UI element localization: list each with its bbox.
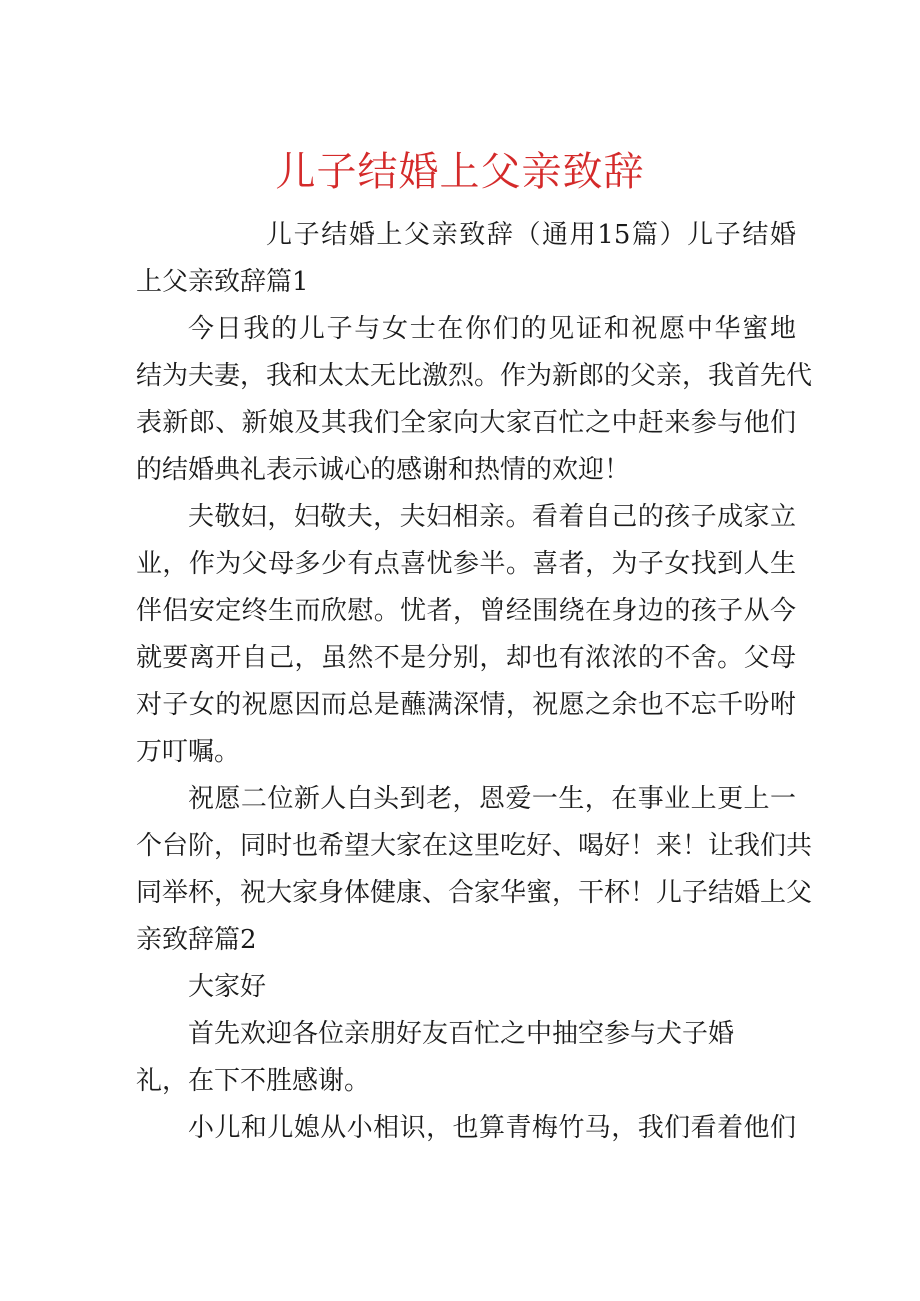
text-line: 祝愿二位新人白头到老，恩爱一生，在事业上更上一 bbox=[188, 784, 796, 814]
text-line: 上父亲致辞篇1 bbox=[136, 267, 309, 297]
text-line: 大家好 bbox=[188, 972, 267, 1002]
text-line: 业，作为父母多少有点喜忧参半。喜者，为子女找到人生 bbox=[136, 549, 796, 579]
text-line: 同举杯，祝大家身体健康、合家华蜜，干杯！儿子结婚上父 bbox=[136, 878, 813, 908]
text-line: 亲致辞篇2 bbox=[136, 925, 257, 955]
text-line: 个台阶，同时也希望大家在这里吃好、喝好！来！让我们共 bbox=[136, 831, 813, 861]
text-line: 首先欢迎各位亲朋好友百忙之中抽空参与犬子婚 bbox=[188, 1019, 735, 1049]
text-line: 就要离开自己，虽然不是分别，却也有浓浓的不舍。父母 bbox=[136, 643, 796, 673]
text-line: 儿子结婚上父亲致辞（通用15篇）儿子结婚 bbox=[266, 220, 796, 250]
document-body bbox=[136, 212, 813, 1152]
document-title: 儿子结婚上父亲致辞 bbox=[275, 149, 645, 195]
text-line: 礼，在下不胜感谢。 bbox=[136, 1066, 371, 1096]
text-line: 夫敬妇，妇敬夫，夫妇相亲。看着自己的孩子成家立 bbox=[188, 502, 796, 532]
text-line: 结为夫妻，我和太太无比激烈。作为新郎的父亲，我首先代 bbox=[136, 361, 813, 391]
text-line: 今日我的儿子与女士在你们的见证和祝愿中华蜜地 bbox=[188, 314, 796, 344]
text-line: 小儿和儿媳从小相识，也算青梅竹马，我们看着他们 bbox=[188, 1113, 796, 1143]
text-line: 万叮嘱。 bbox=[136, 737, 241, 767]
text-line: 对子女的祝愿因而总是蘸满深情，祝愿之余也不忘千吩咐 bbox=[136, 690, 796, 720]
text-line: 伴侣安定终生而欣慰。忧者，曾经围绕在身边的孩子从今 bbox=[136, 596, 796, 626]
text-line: 表新郎、新娘及其我们全家向大家百忙之中赶来参与他们 bbox=[136, 408, 796, 438]
text-line: 的结婚典礼表示诚心的感谢和热情的欢迎！ bbox=[136, 455, 631, 485]
